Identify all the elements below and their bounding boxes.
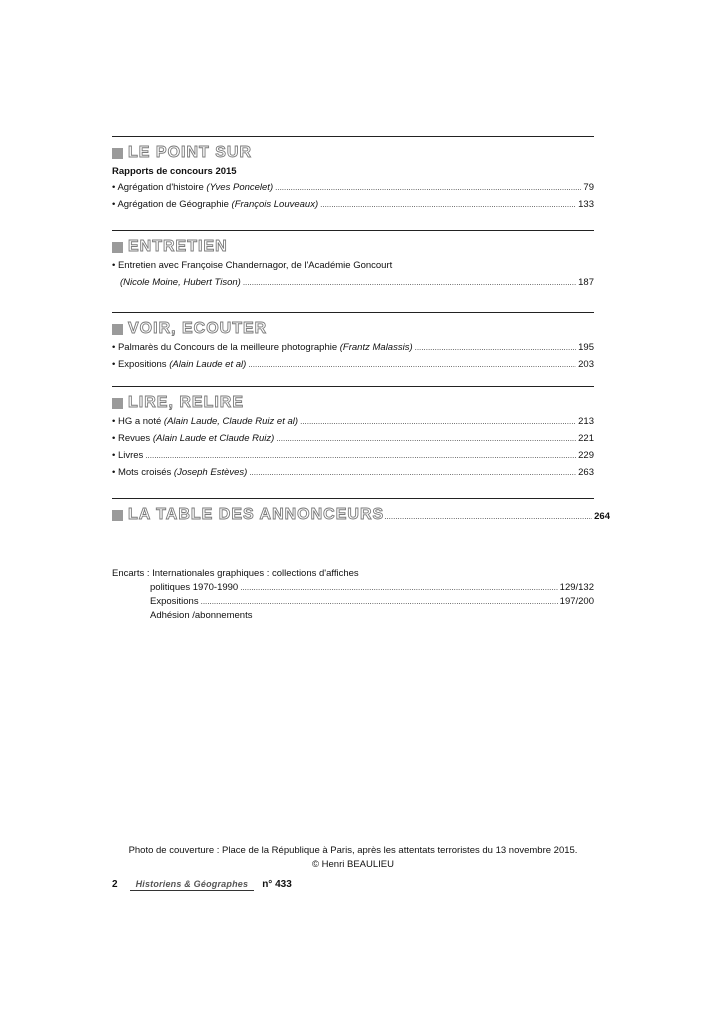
page-number: 2 [112,879,118,890]
dot-leader [240,582,557,593]
toc-entry[interactable] [112,433,594,450]
dot-leader [415,342,577,353]
entry-page: 203 [578,359,594,370]
entry-page: 213 [578,416,594,427]
section-heading [112,316,594,342]
entry-text: • Mots croisés [112,467,174,478]
credits-copyright: © Henri BEAULIEU [312,859,394,870]
section-heading [112,140,594,166]
section-title: VOIR, ECOUTER [128,320,268,337]
toc-entry[interactable] [112,199,594,216]
encart-text: Expositions [150,596,199,607]
section-entretien [112,230,594,294]
entry-page: 195 [578,342,594,353]
entry-author: (Alain Laude et al) [169,359,247,370]
entry-text: • Agrégation d'histoire [112,182,207,193]
section-heading [112,234,594,260]
section-title: LIRE, RELIRE [128,394,245,411]
dot-leader [145,450,576,461]
entry-text: • Entretien avec Françoise Chandernagor, de l'Académie Goncourt [112,260,393,271]
section-le-point-sur [112,136,594,216]
dot-leader [300,416,576,427]
toc-entry[interactable] [112,467,594,484]
entry-page: 229 [578,450,594,461]
encarts-block [112,568,594,624]
toc-entry[interactable] [112,450,594,467]
section-heading [112,390,594,416]
entry-text: • Agrégation de Géographie [112,199,232,210]
toc-entry[interactable] [112,359,594,376]
toc-entry[interactable] [112,342,594,359]
journal-name: Historiens & Géographes [130,879,255,891]
dot-leader [275,182,581,193]
dot-leader [243,277,576,288]
cover-photo-credits [112,844,594,872]
dot-leader [276,433,576,444]
section-subtitle: Rapports de concours 2015 [112,166,237,177]
encart-page: 129/132 [559,582,594,593]
page-footer [112,879,292,891]
credits-line: Photo de couverture : Place de la République à Paris, après les attentats terroristes du 13 novembre 2015. [128,845,578,856]
entry-author: (Alain Laude, Claude Ruiz et al) [163,416,299,427]
entry-text: • Revues [112,433,153,444]
section-table-des-annonceurs [112,498,610,528]
section-voir-ecouter [112,312,594,376]
encart-entry[interactable] [112,610,594,624]
entry-author: (Alain Laude et Claude Ruiz) [152,433,275,444]
entry-text: • HG a noté [112,416,164,427]
section-lire-relire [112,386,594,484]
toc-entry[interactable] [112,182,594,199]
entry-page: 263 [578,467,594,478]
toc-entry[interactable] [112,416,594,433]
issue-number: n° 433 [262,879,292,890]
encart-text: politiques 1970-1990 [150,582,239,593]
entry-text: • Palmarès du Concours de la meilleure photographie [112,342,340,353]
entry-text: • Expositions [112,359,170,370]
dot-leader [384,506,592,524]
entry-author: (François Louveaux) [231,199,319,210]
encart-text: Adhésion /abonnements [150,610,253,621]
encart-entry[interactable] [112,596,594,610]
entry-author: (Joseph Estèves) [173,467,248,478]
dot-leader [249,467,576,478]
entry-page: 221 [578,433,594,444]
square-bullet-icon [112,398,123,409]
section-title: ENTRETIEN [128,238,228,255]
square-bullet-icon [112,242,123,253]
square-bullet-icon [112,148,123,159]
entry-author: (Yves Poncelet) [206,182,274,193]
entry-text: • Livres [112,450,144,461]
entry-author: (Nicole Moine, Hubert Tison) [120,277,241,288]
square-bullet-icon [112,324,123,335]
entry-page: 133 [578,199,594,210]
entry-page: 264 [594,511,610,522]
encarts-label: Encarts : Internationales graphiques : collections d'affiches [112,568,359,579]
entry-author: (Frantz Malassis) [339,342,413,353]
entry-page: 79 [583,182,594,193]
encart-entry[interactable] [112,582,594,596]
table-of-contents [112,136,610,528]
section-title: LA TABLE DES ANNONCEURS [128,506,385,523]
dot-leader [248,359,576,370]
toc-entry[interactable] [112,277,594,294]
dot-leader [201,596,558,607]
dot-leader [320,199,576,210]
section-title: LE POINT SUR [128,144,253,161]
toc-entry[interactable] [112,260,594,277]
square-bullet-icon [112,510,123,521]
encart-page: 197/200 [559,596,594,607]
entry-page: 187 [578,277,594,288]
section-heading[interactable] [112,502,610,528]
